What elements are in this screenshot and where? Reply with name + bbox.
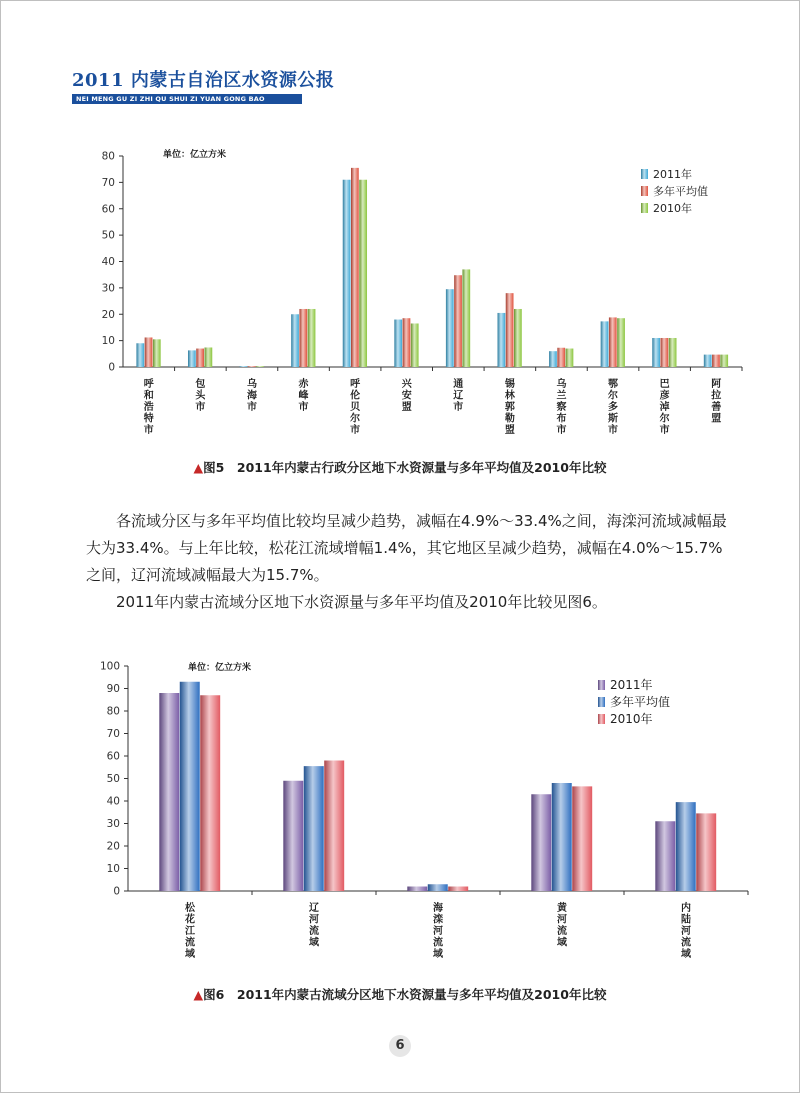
bar [394, 320, 402, 367]
legend-item [641, 184, 708, 198]
x-category-label: 黄河流域 [557, 903, 567, 949]
bar [549, 351, 557, 367]
unit-label: 单位：亿立方米 [188, 663, 252, 673]
bar [240, 366, 248, 367]
bar [359, 180, 367, 367]
caption-triangle-icon: ▲ [193, 987, 204, 1002]
bar [188, 350, 196, 367]
bar [462, 269, 470, 367]
legend-item [641, 167, 692, 181]
report-title: 2011 内蒙古自治区水资源公报 [72, 70, 335, 91]
bar [601, 321, 609, 367]
bar [696, 813, 716, 891]
y-tick-label: 30 [106, 818, 120, 830]
bar [720, 355, 728, 367]
y-tick-label: 50 [106, 773, 120, 785]
legend-label: 多年平均值 [653, 185, 708, 198]
y-tick-label: 70 [101, 176, 115, 189]
bar [200, 695, 220, 891]
y-tick-label: 70 [106, 728, 120, 740]
legend-label: 2011年 [653, 168, 692, 181]
legend-swatch [641, 186, 648, 196]
y-tick-label: 0 [113, 885, 120, 898]
y-tick-label: 50 [101, 229, 115, 242]
figure5-chart [60, 140, 750, 450]
bar [446, 289, 454, 367]
bar [291, 314, 299, 367]
y-tick-label: 20 [106, 840, 120, 853]
report-subtitle: NEI MENG GU ZI ZHI QU SHUI ZI YUAN GONG BAO [72, 94, 302, 104]
x-category-label: 兴安盟 [401, 379, 412, 413]
bar [531, 794, 551, 891]
page-number: 6 [389, 1035, 411, 1057]
bar [407, 887, 427, 892]
x-category-label: 巴彦淖尔市 [659, 379, 670, 436]
x-category-label: 赤峰市 [298, 379, 309, 413]
legend-swatch [641, 203, 648, 213]
bar [308, 309, 316, 367]
y-tick-label: 90 [106, 683, 120, 695]
bar [343, 180, 351, 367]
bar [403, 318, 411, 367]
paragraph: 各流域分区与多年平均值比较均呈减少趋势，减幅在4.9%～33.4%之间，海滦河流域减幅最大为33.4%。与上年比较，松花江流域增幅1.4%，其它地区呈减少趋势，减幅在4.0%～15.7%之间，辽河流域减幅最大为15.7%。 [86, 512, 727, 584]
bar [617, 318, 625, 367]
legend-label: 2011年 [610, 678, 653, 692]
bar [448, 887, 468, 892]
bar [669, 338, 677, 367]
caption-triangle-icon: ▲ [193, 460, 204, 475]
legend-item [641, 201, 692, 215]
x-category-label: 呼伦贝尔市 [350, 379, 361, 436]
bar [572, 786, 592, 891]
legend-swatch [641, 169, 648, 179]
x-category-label: 呼和浩特市 [143, 379, 154, 436]
legend-swatch [598, 680, 605, 690]
bar [411, 323, 419, 367]
x-category-label: 阿拉善盟 [711, 379, 722, 425]
y-tick-label: 40 [106, 795, 120, 808]
bar [609, 317, 617, 367]
figure5-caption [0, 458, 800, 476]
bar [454, 275, 462, 367]
legend-item [598, 694, 670, 709]
bar [704, 355, 712, 367]
figure6-caption [0, 985, 800, 1003]
x-category-label: 包头市 [195, 379, 206, 413]
bar [552, 783, 572, 891]
x-category-label: 海滦河流域 [433, 903, 443, 960]
bar [159, 693, 179, 891]
legend-label: 多年平均值 [610, 695, 671, 709]
y-tick-label: 80 [101, 150, 115, 163]
bar [428, 884, 448, 891]
bar [566, 349, 574, 367]
bar [256, 366, 264, 367]
bar [324, 761, 344, 892]
report-header [72, 66, 335, 104]
legend-label: 2010年 [610, 712, 653, 726]
bar [351, 168, 359, 367]
legend-label: 2010年 [653, 202, 692, 215]
bar [676, 802, 696, 891]
bar [497, 313, 505, 367]
bar [299, 309, 307, 367]
x-category-label: 辽河流域 [309, 903, 319, 949]
legend-swatch [598, 714, 605, 724]
bar [652, 338, 660, 367]
y-tick-label: 60 [106, 750, 120, 763]
y-tick-label: 20 [101, 308, 115, 321]
y-tick-label: 80 [106, 705, 120, 718]
bar [660, 338, 668, 367]
x-category-label: 松花江流域 [185, 903, 195, 960]
bar [205, 347, 213, 367]
x-category-label: 通辽市 [453, 379, 464, 413]
x-category-label: 内陆河流域 [681, 903, 691, 960]
body-text [86, 508, 736, 616]
bar [283, 781, 303, 891]
bar [248, 366, 256, 367]
bar [655, 821, 675, 891]
bar [514, 309, 522, 367]
y-tick-label: 0 [108, 361, 115, 374]
x-category-label: 鄂尔多斯市 [608, 379, 619, 436]
legend-swatch [598, 697, 605, 707]
x-category-label: 锡林郭勒盟 [504, 379, 515, 436]
y-tick-label: 100 [99, 660, 120, 673]
bar [180, 682, 200, 891]
y-tick-label: 30 [101, 282, 115, 295]
x-category-label: 乌海市 [246, 379, 257, 413]
bar [506, 293, 514, 367]
x-category-label: 乌兰察布市 [556, 379, 567, 436]
bar [145, 337, 153, 367]
y-tick-label: 10 [101, 335, 115, 348]
paragraph: 2011年内蒙古流域分区地下水资源量与多年平均值及2010年比较见图6。 [116, 593, 607, 611]
figure6-caption-text: 图6 2011年内蒙古流域分区地下水资源量与多年平均值及2010年比较 [203, 987, 607, 1002]
bar [304, 766, 324, 891]
legend-item [598, 677, 653, 692]
legend-item [598, 711, 653, 726]
bar [557, 348, 565, 367]
bar [196, 349, 204, 367]
bar [136, 343, 144, 367]
figure5-caption-text: 图5 2011年内蒙古行政分区地下水资源量与多年平均值及2010年比较 [203, 460, 607, 475]
bar [153, 339, 161, 367]
unit-label: 单位：亿立方米 [163, 150, 227, 160]
y-tick-label: 40 [101, 256, 115, 268]
y-tick-label: 60 [101, 203, 115, 216]
bar [712, 355, 720, 367]
y-tick-label: 10 [106, 863, 120, 875]
figure6-chart [60, 652, 750, 962]
